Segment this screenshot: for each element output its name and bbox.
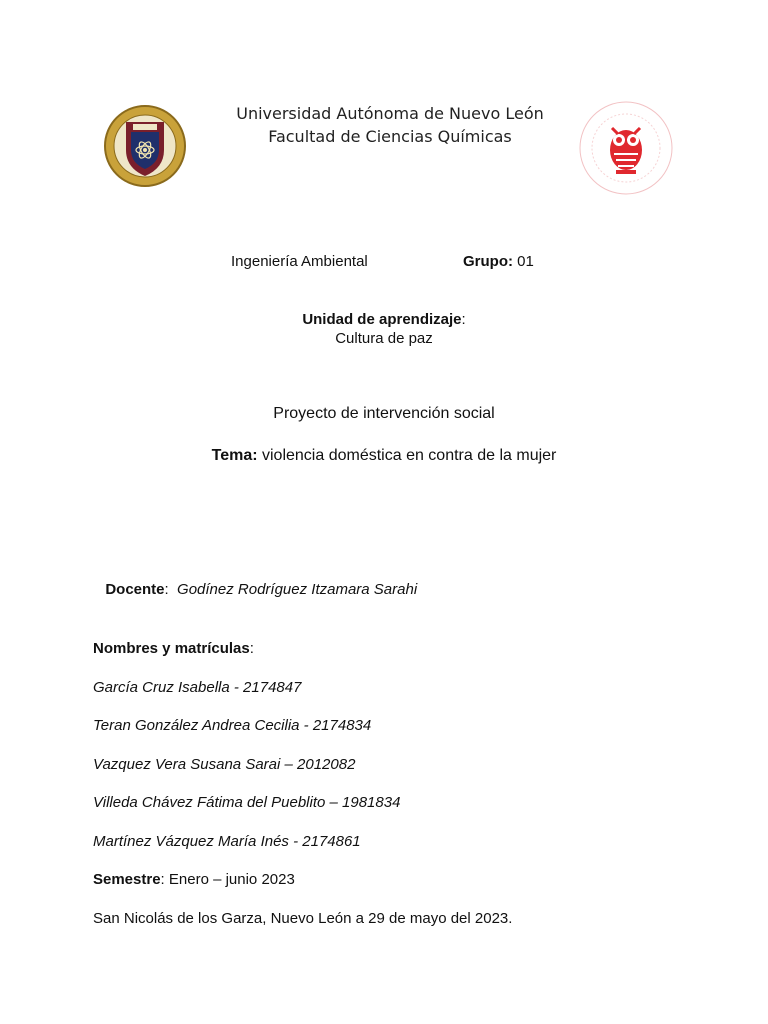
fcq-seal-logo (576, 100, 658, 192)
topic-line (0, 446, 768, 466)
teacher-label: Docente (105, 581, 165, 598)
topic-label: Tema: (211, 447, 258, 464)
student-1: García Cruz Isabella - 2174847 (93, 679, 302, 696)
topic-value: violencia doméstica en contra de la mujer (257, 447, 557, 464)
student-4: Villeda Chávez Fátima del Pueblito – 1981834 (93, 794, 401, 811)
teacher-colon: : (164, 581, 169, 598)
unit-colon: : (461, 311, 466, 328)
semester-line (93, 871, 295, 889)
place-date: San Nicolás de los Garza, Nuevo León a 29 de mayo del 2023. (93, 910, 513, 927)
semester-label: Semestre (93, 871, 161, 888)
unit-heading (0, 311, 768, 329)
group-line (463, 253, 534, 271)
teacher-name: Godínez Rodríguez Itzamara Sarahi (168, 581, 418, 598)
group-value: 01 (513, 253, 534, 270)
university-name: Universidad Autónoma de Nuevo León (236, 104, 544, 123)
teacher-line (97, 563, 417, 599)
student-3: Vazquez Vera Susana Sarai – 2012082 (93, 756, 356, 773)
faculty-name: Facultad de Ciencias Químicas (268, 127, 512, 146)
group-label: Grupo: (463, 253, 513, 270)
student-5: Martínez Vázquez María Inés - 2174861 (93, 833, 361, 850)
course-name: Ingeniería Ambiental (231, 253, 368, 270)
project-title: Proyecto de intervención social (273, 405, 495, 422)
student-2: Teran González Andrea Cecilia - 2174834 (93, 717, 372, 734)
students-label: Nombres y matrículas (93, 640, 250, 657)
semester-value: : Enero – junio 2023 (160, 871, 295, 888)
unit-label: Unidad de aprendizaje (302, 311, 462, 328)
students-heading (93, 640, 254, 658)
uanl-seal-logo (104, 100, 186, 192)
unit-value: Cultura de paz (335, 330, 433, 347)
students-colon: : (249, 640, 254, 657)
